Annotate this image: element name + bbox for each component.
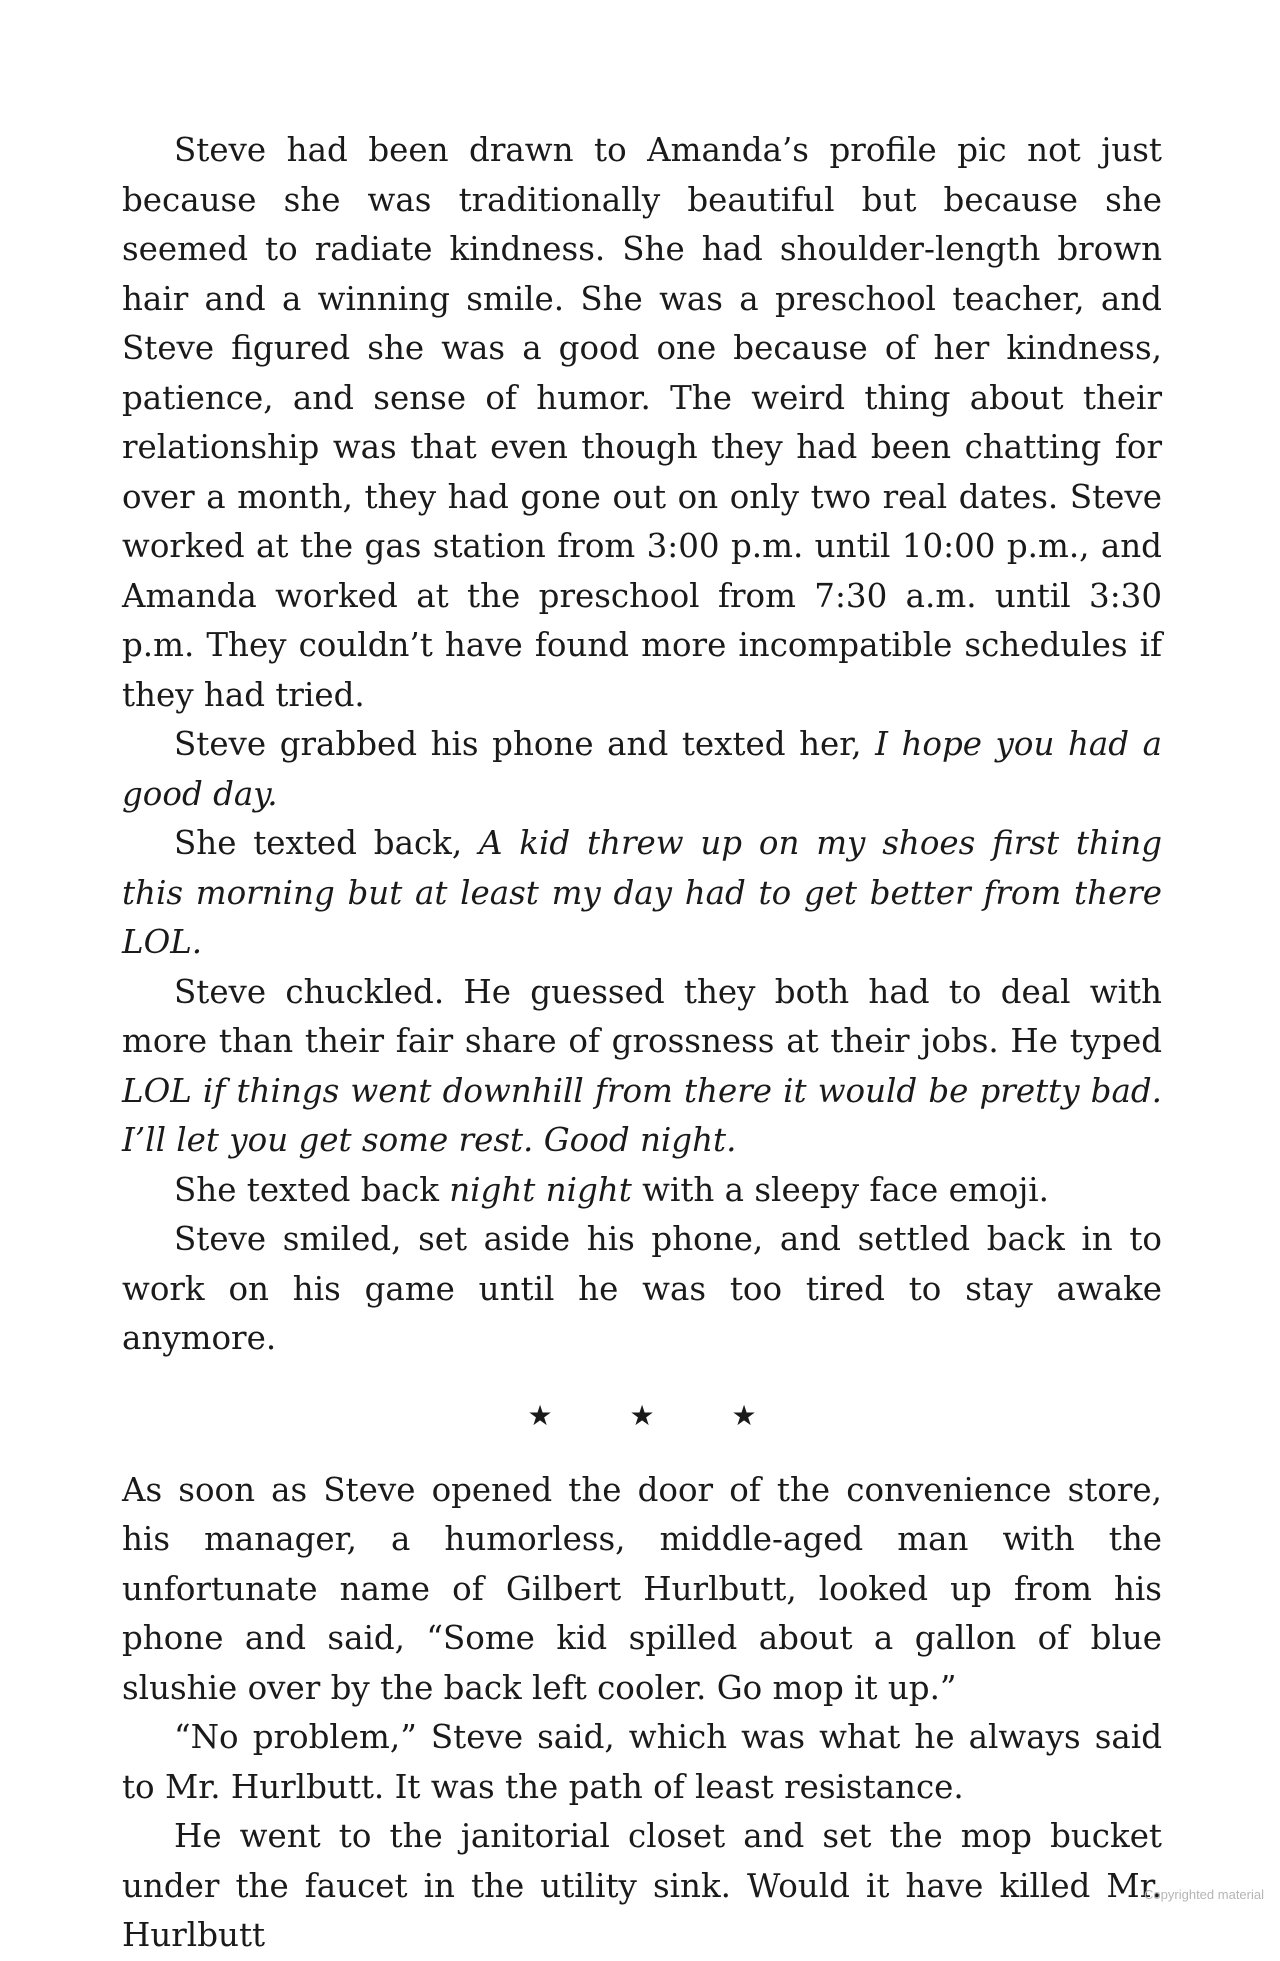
copyright-watermark: Copyrighted material bbox=[1144, 1887, 1264, 1902]
paragraph-text: She texted back bbox=[174, 1170, 450, 1209]
text-section-before-break bbox=[122, 126, 1162, 1364]
paragraph bbox=[122, 1713, 1162, 1812]
italic-text-message: night night bbox=[449, 1170, 632, 1209]
paragraph bbox=[122, 126, 1162, 720]
paragraph-text: Steve grabbed his phone and texted her, bbox=[174, 725, 876, 763]
scene-break: ★ ★ ★ bbox=[527, 1398, 791, 1432]
paragraph bbox=[122, 1466, 1162, 1714]
paragraph-text: Steve smiled, set aside his phone, and settled back in to work on his game until he was too tired to stay awake anymore. bbox=[122, 1220, 1162, 1357]
paragraph-text: As soon as Steve opened the door of the convenience store, his manager, a humorless, middle-aged man with the unfortunate name of Gilbert Hurlbutt, looked up from his phone and said, “Some kid spilled about a gallon of blue slushie over by the back left cooler. Go mop it up.” bbox=[122, 1470, 1162, 1707]
paragraph bbox=[122, 1812, 1162, 1961]
paragraph-text: with a sleepy face emoji. bbox=[631, 1170, 1049, 1209]
paragraph bbox=[122, 1215, 1162, 1364]
book-page bbox=[122, 126, 1162, 1961]
italic-text-message: I hope you had a good day. bbox=[122, 725, 1162, 813]
paragraph bbox=[122, 819, 1162, 968]
paragraph-text: Steve chuckled. He guessed they both had to deal with more than their fair share of grossness at their jobs. He typed bbox=[122, 972, 1162, 1060]
paragraph-text: “No problem,” Steve said, which was what he always said to Mr. Hurlbutt. It was the path of least resistance. bbox=[122, 1718, 1162, 1806]
paragraph-text: She texted back, bbox=[174, 824, 479, 862]
paragraph bbox=[122, 720, 1162, 819]
paragraph-text: Steve had been drawn to Amanda’s profile pic not just because she was traditionally beautiful but because she seemed to radiate kindness. She had shoulder-length brown hair and a winning smile. She was a preschool teacher, and Steve figured she was a good one because of her kindness, patience, and sense of humor. The weird thing about their relationship was that even though they had been chatting for over a month, they had gone out on only two real dates. Steve worked at the gas station from 3:00 p.m. until 10:00 p.m., and Amanda worked at the preschool from 7:30 a.m. until 3:30 p.m. They couldn’t have found more incompatible schedules if they had tried. bbox=[122, 131, 1162, 714]
italic-text-message: LOL if things went downhill from there it would be pretty bad. I’ll let you get some rest. Good night. bbox=[122, 1071, 1162, 1159]
paragraph bbox=[122, 1166, 1162, 1216]
text-section-after-break bbox=[122, 1466, 1162, 1961]
italic-text-message: A kid threw up on my shoes first thing this morning but at least my day had to get better from there LOL. bbox=[122, 824, 1162, 961]
paragraph bbox=[122, 968, 1162, 1166]
paragraph-text: He went to the janitorial closet and set the mop bucket under the faucet in the utility sink. Would it have killed Mr. Hurlbutt bbox=[122, 1817, 1162, 1954]
